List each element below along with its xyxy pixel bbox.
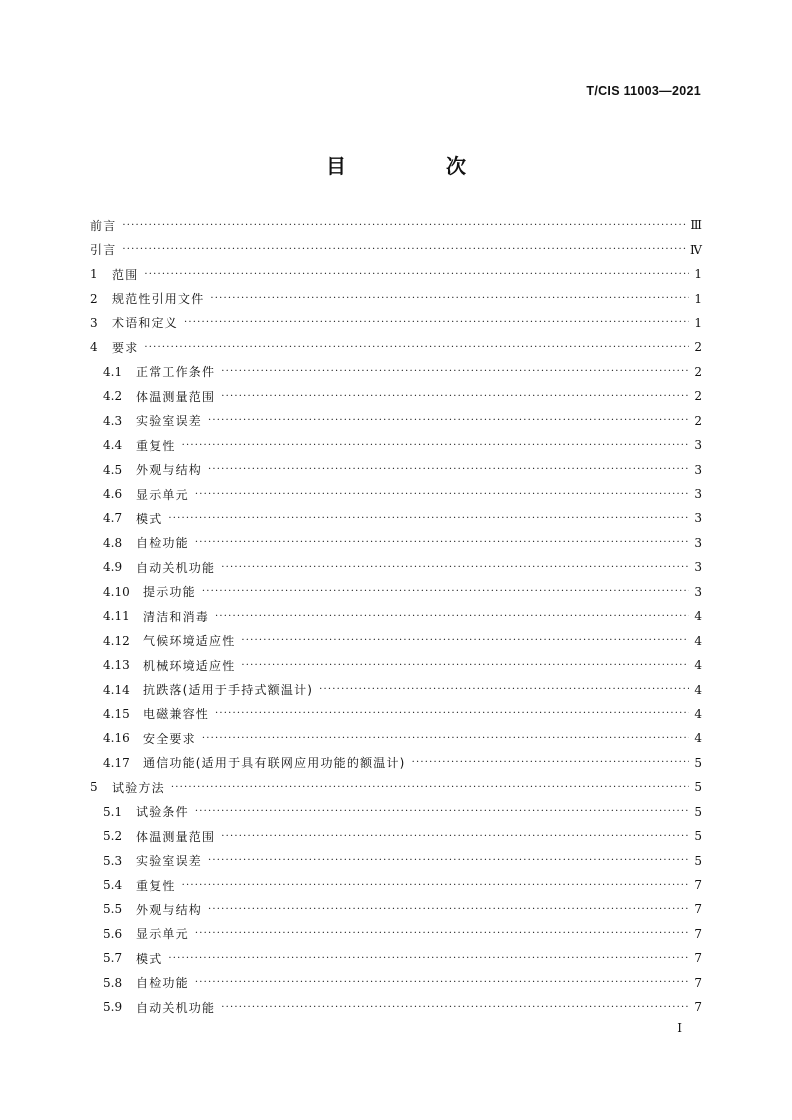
toc-leader-dots [144, 269, 689, 280]
toc-entry-label: 要求 [112, 340, 139, 355]
toc-entry-number: 4.15 [103, 706, 130, 721]
toc-entry[interactable] [90, 702, 702, 726]
toc-leader-dots [202, 733, 689, 744]
toc-entry[interactable] [90, 286, 702, 310]
toc-entry-page: 2 [694, 364, 702, 379]
toc-entry-number: 4.10 [103, 584, 130, 599]
toc-entry-label: 模式 [136, 951, 163, 966]
toc-entry[interactable] [90, 506, 702, 530]
toc-entry[interactable] [90, 922, 702, 946]
toc-entry-page: 7 [694, 926, 702, 941]
toc-leader-dots [144, 342, 689, 353]
toc-leader-dots [195, 806, 689, 817]
toc-entry-label: 气候环境适应性 [143, 634, 236, 649]
toc-entry-label: 体温测量范围 [136, 829, 216, 844]
toc-entry-label: 安全要求 [143, 731, 196, 746]
toc-entry-number: 1 [90, 267, 98, 282]
table-of-contents [90, 213, 702, 1019]
toc-entry-page: 4 [694, 633, 702, 648]
toc-entry-label: 外观与结构 [136, 902, 203, 917]
page-title: 目 次 [326, 154, 506, 178]
toc-leader-dots [319, 684, 689, 695]
toc-entry-page: 2 [694, 389, 702, 404]
toc-entry-number: 5.4 [103, 878, 123, 893]
toc-entry-label: 范围 [112, 267, 139, 282]
toc-leader-dots [195, 537, 689, 548]
page-number: I [677, 1021, 682, 1035]
toc-entry-page: 3 [694, 535, 702, 550]
toc-entry-label: 通信功能(适用于具有联网应用功能的额温计) [143, 756, 406, 771]
toc-entry-number: 4.17 [103, 755, 130, 770]
toc-entry-page: 3 [694, 584, 702, 599]
toc-leader-dots [221, 391, 689, 402]
toc-entry-number: 5.3 [103, 853, 123, 868]
toc-entry[interactable] [90, 971, 702, 995]
toc-entry-label: 机械环境适应性 [143, 658, 236, 673]
toc-leader-dots [195, 977, 689, 988]
toc-entry[interactable] [90, 311, 702, 335]
toc-entry-number: 5.8 [103, 975, 123, 990]
toc-entry[interactable] [90, 628, 702, 652]
toc-entry-number: 3 [90, 315, 98, 330]
toc-entry-page: 1 [694, 267, 702, 282]
toc-entry-page: 2 [694, 413, 702, 428]
toc-leader-dots [215, 611, 689, 622]
toc-leader-dots [221, 1002, 689, 1013]
toc-entry-label: 重复性 [136, 438, 176, 453]
toc-leader-dots [202, 586, 689, 597]
toc-entry[interactable] [90, 653, 702, 677]
toc-entry[interactable] [90, 824, 702, 848]
toc-leader-dots [241, 635, 689, 646]
toc-entry[interactable] [90, 751, 702, 775]
toc-entry-number: 5.1 [103, 804, 123, 819]
toc-entry-label: 自动关机功能 [136, 560, 216, 575]
toc-entry-label: 清洁和消毒 [143, 609, 210, 624]
toc-leader-dots [210, 293, 689, 304]
toc-leader-dots [184, 317, 689, 328]
toc-leader-dots [208, 904, 689, 915]
toc-entry-number: 5.2 [103, 829, 123, 844]
toc-entry[interactable] [90, 384, 702, 408]
toc-entry[interactable] [90, 262, 702, 286]
toc-entry[interactable] [90, 409, 702, 433]
toc-leader-dots [215, 708, 689, 719]
toc-entry[interactable] [90, 580, 702, 604]
toc-entry-page: 7 [694, 1000, 702, 1015]
toc-entry-page: 4 [694, 682, 702, 697]
toc-entry[interactable] [90, 995, 702, 1019]
toc-entry-number: 4.16 [103, 731, 130, 746]
toc-entry-number: 2 [90, 291, 98, 306]
toc-entry-page: 4 [694, 706, 702, 721]
toc-entry-page: 5 [694, 853, 702, 868]
toc-entry-number: 4.3 [103, 413, 123, 428]
toc-entry-label: 实验室误差 [136, 854, 203, 869]
toc-entry-label: 自动关机功能 [136, 1000, 216, 1015]
toc-entry-page: 3 [694, 560, 702, 575]
toc-leader-dots [171, 782, 689, 793]
toc-entry[interactable] [90, 873, 702, 897]
toc-leader-dots [208, 415, 689, 426]
toc-entry-page: 4 [694, 658, 702, 673]
toc-entry-number: 4.9 [103, 560, 123, 575]
toc-entry-page: 5 [694, 804, 702, 819]
toc-entry-page: 3 [694, 438, 702, 453]
toc-entry[interactable] [90, 604, 702, 628]
toc-leader-dots [221, 562, 689, 573]
toc-entry-label: 外观与结构 [136, 463, 203, 478]
toc-entry-number: 4.13 [103, 658, 130, 673]
toc-entry[interactable] [90, 482, 702, 506]
toc-entry-number: 5.5 [103, 902, 123, 917]
toc-entry-page: 5 [694, 829, 702, 844]
toc-leader-dots [168, 953, 689, 964]
toc-entry-number: 4.14 [103, 682, 130, 697]
standard-code: T/CIS 11003—2021 [586, 84, 701, 98]
toc-entry-number: 4.12 [103, 633, 130, 648]
toc-entry[interactable] [90, 897, 702, 921]
toc-entry[interactable] [90, 433, 702, 457]
toc-entry-page: 7 [694, 878, 702, 893]
toc-entry-number: 4.8 [103, 535, 123, 550]
toc-entry-number: 4.11 [103, 609, 130, 624]
toc-entry-label: 术语和定义 [112, 316, 179, 331]
toc-entry-number: 4.6 [103, 487, 123, 502]
toc-entry-label: 试验条件 [136, 805, 189, 820]
toc-entry-label: 自检功能 [136, 536, 189, 551]
toc-entry-label: 重复性 [136, 878, 176, 893]
toc-entry-page: Ⅳ [690, 242, 702, 257]
toc-entry-page: 2 [694, 340, 702, 355]
toc-entry-page: 1 [694, 315, 702, 330]
toc-entry-label: 模式 [136, 511, 163, 526]
toc-leader-dots [122, 244, 687, 255]
toc-entry-label: 提示功能 [143, 585, 196, 600]
toc-entry-page: 1 [694, 291, 702, 306]
toc-entry-page: Ⅲ [690, 218, 702, 233]
toc-entry-label: 引言 [90, 243, 117, 258]
toc-leader-dots [182, 880, 689, 891]
toc-entry-page: 4 [694, 731, 702, 746]
toc-entry-number: 4.7 [103, 511, 123, 526]
toc-entry[interactable] [90, 677, 702, 701]
toc-entry[interactable] [90, 237, 702, 261]
toc-leader-dots [195, 489, 689, 500]
toc-entry-label: 抗跌落(适用于手持式额温计) [143, 683, 314, 698]
toc-entry-page: 3 [694, 487, 702, 502]
toc-entry[interactable] [90, 775, 702, 799]
toc-leader-dots [122, 220, 687, 231]
toc-leader-dots [208, 464, 689, 475]
toc-leader-dots [195, 928, 689, 939]
toc-entry-number: 5 [90, 780, 98, 795]
toc-entry-label: 体温测量范围 [136, 389, 216, 404]
toc-entry-page: 3 [694, 462, 702, 477]
toc-entry-label: 实验室误差 [136, 414, 203, 429]
toc-entry-label: 试验方法 [112, 780, 165, 795]
toc-entry-number: 5.6 [103, 926, 123, 941]
toc-entry-label: 自检功能 [136, 976, 189, 991]
toc-entry-page: 3 [694, 511, 702, 526]
toc-entry[interactable] [90, 360, 702, 384]
toc-entry-label: 正常工作条件 [136, 365, 216, 380]
toc-entry-label: 规范性引用文件 [112, 292, 205, 307]
toc-entry-page: 7 [694, 951, 702, 966]
toc-leader-dots [182, 440, 689, 451]
toc-entry[interactable] [90, 555, 702, 579]
toc-entry[interactable] [90, 531, 702, 555]
toc-entry[interactable] [90, 946, 702, 970]
toc-entry-number: 4.1 [103, 364, 123, 379]
toc-entry-label: 前言 [90, 218, 117, 233]
toc-entry-label: 显示单元 [136, 487, 189, 502]
toc-leader-dots [208, 855, 689, 866]
toc-leader-dots [221, 831, 689, 842]
toc-entry-number: 5.7 [103, 951, 123, 966]
toc-entry[interactable] [90, 800, 702, 824]
toc-entry-label: 电磁兼容性 [143, 707, 210, 722]
toc-entry[interactable] [90, 848, 702, 872]
toc-entry[interactable] [90, 726, 702, 750]
toc-entry-page: 4 [694, 609, 702, 624]
toc-entry-page: 7 [694, 975, 702, 990]
toc-entry-number: 4 [90, 340, 98, 355]
toc-leader-dots [168, 513, 689, 524]
toc-entry[interactable] [90, 457, 702, 481]
toc-entry[interactable] [90, 213, 702, 237]
toc-entry-page: 7 [694, 902, 702, 917]
toc-entry-label: 显示单元 [136, 927, 189, 942]
toc-entry-number: 4.4 [103, 438, 123, 453]
toc-leader-dots [241, 660, 689, 671]
toc-leader-dots [221, 366, 689, 377]
toc-entry[interactable] [90, 335, 702, 359]
toc-leader-dots [412, 757, 689, 768]
toc-entry-number: 4.2 [103, 389, 123, 404]
toc-entry-number: 4.5 [103, 462, 123, 477]
toc-entry-page: 5 [694, 780, 702, 795]
toc-entry-number: 5.9 [103, 1000, 123, 1015]
toc-entry-page: 5 [694, 755, 702, 770]
